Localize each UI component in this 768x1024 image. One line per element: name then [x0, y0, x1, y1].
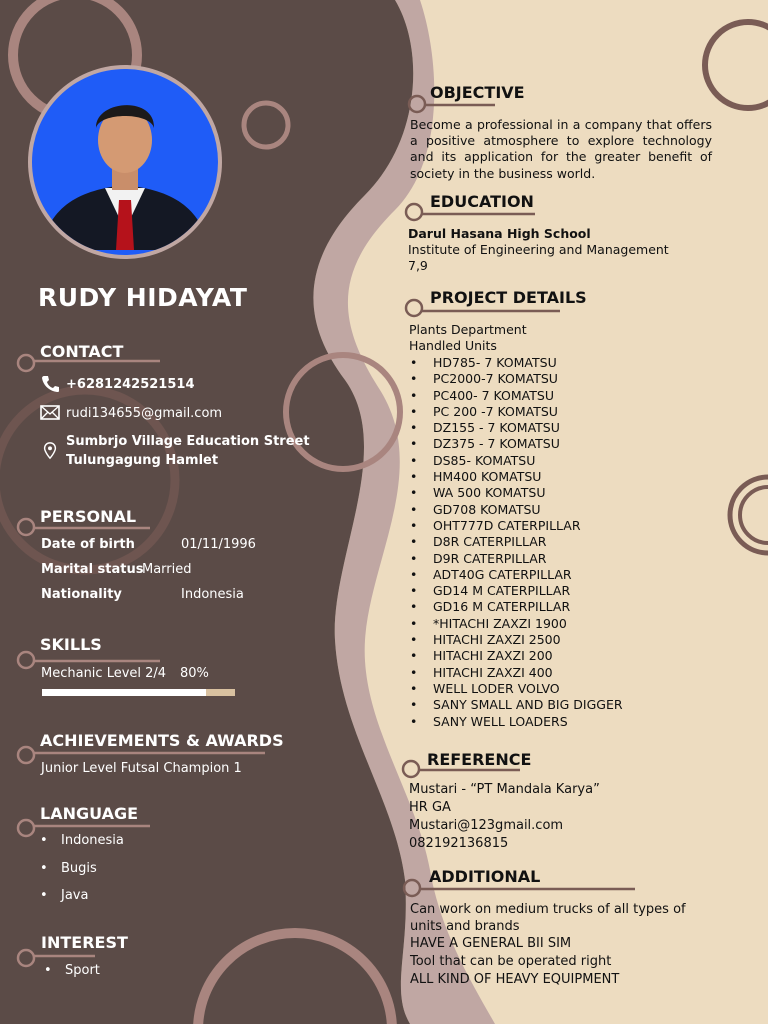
dob-value: 01/11/1996: [181, 537, 256, 552]
reference-role: HR GA: [409, 800, 451, 815]
project-title: PROJECT DETAILS: [430, 288, 587, 307]
nationality-label: Nationality: [41, 587, 122, 602]
additional-line4: ALL KIND OF HEAVY EQUIPMENT: [410, 972, 620, 987]
unit-item: • HITACHI ZAXZI 200: [410, 648, 623, 664]
reference-name: Mustari - “PT Mandala Karya”: [409, 782, 600, 797]
unit-item: • D9R CATERPILLAR: [410, 551, 623, 567]
location-pin-icon: [40, 442, 60, 460]
unit-item: • HM400 KOMATSU: [410, 469, 623, 485]
phone-icon: [40, 375, 60, 393]
unit-item: • OHT777D CATERPILLAR: [410, 518, 623, 534]
reference-email[interactable]: Mustari@123gmail.com: [409, 818, 564, 833]
language-title: LANGUAGE: [40, 804, 139, 823]
reference-title: REFERENCE: [427, 750, 532, 769]
unit-item: • HITACHI ZAXZI 2500: [410, 632, 623, 648]
contact-address-line2: Tulungagung Hamlet: [66, 453, 219, 468]
education-institute: Institute of Engineering and Management: [408, 242, 669, 257]
unit-item: • ADT40G CATERPILLAR: [410, 567, 623, 583]
additional-title: ADDITIONAL: [429, 867, 541, 886]
education-school: Darul Hasana High School: [408, 226, 591, 241]
ring-top-right: [705, 22, 768, 108]
contact-title: CONTACT: [40, 342, 124, 361]
unit-item: • DZ375 - 7 KOMATSU: [410, 436, 623, 452]
marital-label: Marital status: [41, 562, 144, 577]
profile-photo: [28, 65, 222, 259]
contact-address-line1: Sumbrjo Village Education Street: [66, 434, 310, 449]
mail-icon: [40, 404, 60, 422]
unit-item: • PC 200 -7 KOMATSU: [410, 404, 623, 420]
unit-item: • DZ155 - 7 KOMATSU: [410, 420, 623, 436]
unit-item: • DS85- KOMATSU: [410, 453, 623, 469]
objective-text: Become a professional in a company that offers a positive atmosphere to explore technology and its application for the greater benefit of society in the business world.: [410, 117, 712, 181]
units-list: [410, 355, 623, 730]
achievement-item: Junior Level Futsal Champion 1: [41, 761, 242, 776]
unit-item: • GD16 M CATERPILLAR: [410, 599, 623, 615]
unit-item: • SANY SMALL AND BIG DIGGER: [410, 697, 623, 713]
unit-item: • PC400- 7 KOMATSU: [410, 388, 623, 404]
candidate-name: RUDY HIDAYAT: [38, 283, 248, 312]
unit-item: • SANY WELL LOADERS: [410, 714, 623, 730]
language-item: • Java: [40, 887, 124, 915]
skill-bar: [42, 689, 235, 696]
education-title: EDUCATION: [430, 192, 534, 211]
reference-phone: 082192136815: [409, 836, 509, 851]
marital-value: Married: [142, 562, 192, 577]
additional-line3: Tool that can be operated right: [410, 954, 612, 969]
skill-name: Mechanic Level 2/4: [41, 666, 167, 681]
interest-title: INTEREST: [41, 933, 128, 952]
unit-item: • GD708 KOMATSU: [410, 502, 623, 518]
language-item: • Indonesia: [40, 832, 124, 860]
additional-line1: Can work on medium trucks of all types of units and brands: [410, 902, 686, 934]
nationality-value: Indonesia: [181, 587, 244, 602]
achievements-title: ACHIEVEMENTS & AWARDS: [40, 731, 284, 750]
objective-title: OBJECTIVE: [430, 83, 525, 102]
unit-item: • *HITACHI ZAXZI 1900: [410, 616, 623, 632]
language-item: • Bugis: [40, 860, 124, 888]
project-handled: Handled Units: [409, 338, 497, 353]
unit-item: • HD785- 7 KOMATSU: [410, 355, 623, 371]
interest-list: [44, 962, 100, 990]
personal-title: PERSONAL: [40, 507, 137, 526]
contact-phone[interactable]: +6281242521514: [66, 377, 195, 392]
dob-label: Date of birth: [41, 537, 135, 552]
unit-item: • PC2000-7 KOMATSU: [410, 371, 623, 387]
skill-bar-fill: [42, 689, 206, 696]
unit-item: • GD14 M CATERPILLAR: [410, 583, 623, 599]
additional-line2: HAVE A GENERAL BII SIM: [410, 936, 572, 951]
unit-item: • WELL LODER VOLVO: [410, 681, 623, 697]
skills-title: SKILLS: [40, 635, 102, 654]
skill-percent: 80%: [180, 666, 209, 681]
interest-item: • Sport: [44, 962, 100, 990]
education-score: 7,9: [408, 258, 428, 273]
language-list: [40, 832, 124, 915]
contact-email[interactable]: rudi134655@gmail.com: [66, 406, 223, 421]
unit-item: • HITACHI ZAXZI 400: [410, 665, 623, 681]
unit-item: • D8R CATERPILLAR: [410, 534, 623, 550]
project-department: Plants Department: [409, 322, 527, 337]
unit-item: • WA 500 KOMATSU: [410, 485, 623, 501]
